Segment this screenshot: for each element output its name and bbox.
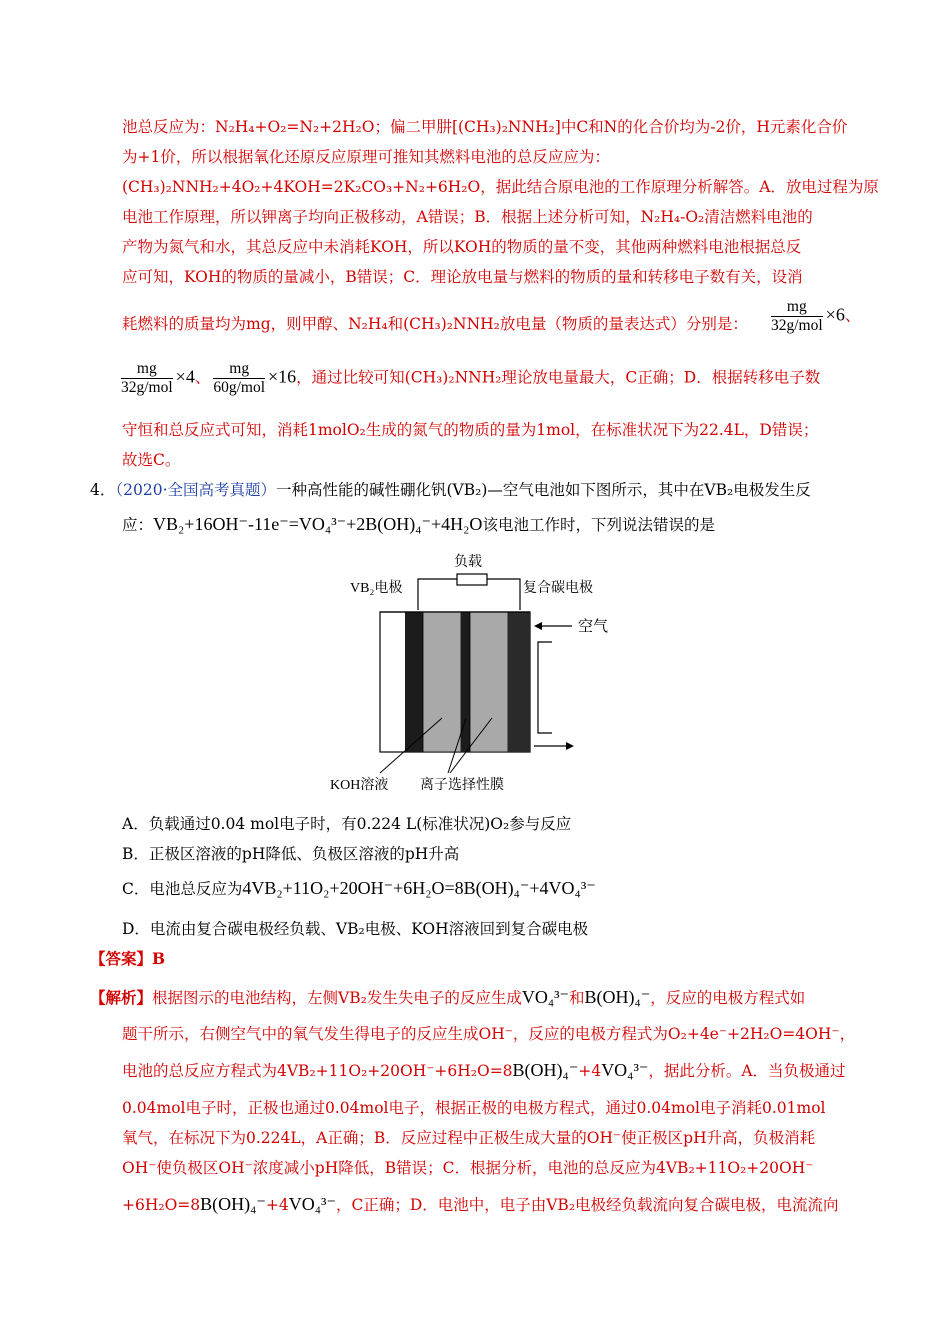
solution-line-10: 故选C。 bbox=[122, 451, 181, 469]
ion-boh4: B(OH)₄⁻ bbox=[512, 1060, 579, 1080]
membrane-label: 离子选择性膜 bbox=[420, 778, 504, 793]
ion-vo4: VO₄³⁻ bbox=[288, 1194, 336, 1214]
solution-line-2: 为+1价，所以根据氧化还原反应原理可推知其燃料电池的总反应应为： bbox=[122, 148, 610, 166]
fraction-numerator: mg bbox=[771, 298, 823, 317]
fraction-multiplier: ×4 bbox=[175, 366, 195, 387]
question-source: （2020·全国高考真题） bbox=[115, 481, 276, 499]
question-stem-prefix: 应： bbox=[122, 516, 154, 534]
analysis-line-5: 氧气，在标况下为0.224L，A正确；B．反应过程中正极生成大量的OH⁻使正极区pH升高，负极消耗 bbox=[122, 1129, 816, 1147]
fraction-row bbox=[118, 360, 820, 397]
analysis-text: 电池的总反应方程式为4VB₂+11O₂+20OH⁻+6H₂O=8 bbox=[122, 1062, 513, 1080]
solution-line-7: 耗燃料的质量均为mg，则甲醇、N₂H₄和(CH₃)₂NNH₂放电量（物质的量表达式）分别是： bbox=[122, 315, 748, 333]
analysis-text: 根据图示的电池结构，左侧VB₂发生失电子的反应生成 bbox=[152, 989, 522, 1007]
option-c[interactable] bbox=[122, 876, 596, 901]
separator: 、 bbox=[194, 368, 211, 387]
analysis-text: ，C正确；D．电池中，电子由VB₂电极经负载流向复合碳电极，电流流向 bbox=[335, 1196, 839, 1214]
analysis-text: +4 bbox=[578, 1062, 602, 1080]
air-channel bbox=[538, 642, 552, 733]
ion-selective-membrane bbox=[461, 612, 470, 752]
analysis-text: 和 bbox=[569, 989, 585, 1007]
analysis-line-4: 0.04mol电子时，正极也通过0.04mol电子，根据正极的电极方程式，通过0.04mol电子消耗0.01mol bbox=[122, 1099, 826, 1117]
analysis-text: +6H₂O=8 bbox=[122, 1196, 201, 1214]
ion-vo4: VO₄³⁻ bbox=[521, 987, 569, 1007]
option-c-label: C．电池总反应为 bbox=[122, 880, 243, 898]
fraction-multiplier: ×6 bbox=[825, 304, 845, 325]
question-4-stem-line-2 bbox=[122, 512, 715, 537]
analysis-line-3 bbox=[122, 1058, 846, 1083]
koh-label: KOH溶液 bbox=[330, 778, 389, 793]
analysis-line-2: 题干所示，右侧空气中的氧气发生得电子的反应生成OH⁻，反应的电极方程式为O₂+4e⁻+2H₂O=4OH⁻， bbox=[122, 1025, 856, 1043]
answer bbox=[90, 947, 165, 971]
analysis-line-1 bbox=[90, 985, 805, 1010]
question-4-stem bbox=[90, 478, 811, 502]
analysis-line-6: OH⁻使负极区OH⁻浓度减小pH降低，B错误；C．根据分析，电池的总反应为4VB₂+11O₂+20OH⁻ bbox=[122, 1159, 814, 1177]
koh-solution-left bbox=[423, 612, 461, 752]
analysis-text: +4 bbox=[265, 1196, 289, 1214]
fraction-numerator: mg bbox=[213, 360, 265, 379]
electrode-equation: VB₂+16OH⁻-11e⁻=VO₄³⁻+2B(OH)₄⁻+4H₂O bbox=[153, 514, 483, 534]
option-a[interactable]: A．负载通过0.04 mol电子时，有0.224 L(标准状况)O₂参与反应 bbox=[122, 815, 572, 833]
fraction-multiplier: ×16 bbox=[268, 366, 297, 387]
answer-label: 【答案】 bbox=[90, 949, 153, 968]
vb2-electrode-label: VB₂电极 bbox=[350, 581, 403, 596]
solution-line-6: 应可知，KOH的物质的量减小，B错误；C．理论放电量与燃料的物质的量和转移电子数有关，设消 bbox=[122, 268, 803, 286]
solution-line-1: 池总反应为：N₂H₄+O₂=N₂+2H₂O；偏二甲肼[(CH₃)₂NNH₂]中C和N的化合价均为-2价，H元素化合价 bbox=[122, 118, 848, 136]
question-number: 4． bbox=[90, 481, 116, 499]
question-stem-line-1: 一种高性能的碱性硼化钒(VB₂)—空气电池如下图所示，其中在VB₂电极发生反 bbox=[276, 481, 811, 499]
fraction-denominator: 32g/mol bbox=[771, 317, 823, 334]
carbon-electrode-label: 复合碳电极 bbox=[523, 581, 593, 596]
fraction-denominator: 60g/mol bbox=[213, 379, 266, 396]
air-label: 空气 bbox=[578, 619, 609, 635]
solution-line-3: (CH₃)₂NNH₂+4O₂+4KOH=2K₂CO₃+N₂+6H₂O，据此结合原电池的工作原理分析解答。A．放电过程为原 bbox=[122, 178, 879, 196]
option-b[interactable]: B．正极区溶液的pH降低、负极区溶液的pH升高 bbox=[122, 845, 460, 863]
vb2-electrode bbox=[405, 612, 423, 752]
option-c-equation: 4VB₂+11O₂+20OH⁻+6H₂O=8B(OH)₄⁻+4VO₄³⁻ bbox=[242, 878, 596, 898]
separator: 、 bbox=[844, 306, 861, 325]
analysis-label: 【解析】 bbox=[90, 988, 153, 1007]
solution-line-8: ，通过比较可知(CH₃)₂NNH₂理论放电量最大，C正确；D．根据转移电子数 bbox=[296, 368, 821, 387]
solution-line-9: 守恒和总反应式可知，消耗1molO₂生成的氮气的物质的量为1mol，在标准状况下为22.4L，D错误； bbox=[122, 421, 819, 439]
battery-diagram bbox=[320, 548, 640, 798]
load-label: 负载 bbox=[454, 555, 482, 570]
answer-value: B bbox=[152, 949, 166, 968]
solution-line-5: 产物为氮气和水，其总反应中未消耗KOH，所以KOH的物质的量不变，其他两种燃料电池根据总反 bbox=[122, 238, 802, 256]
composite-carbon-electrode bbox=[508, 612, 530, 752]
ion-vo4: VO₄³⁻ bbox=[601, 1060, 649, 1080]
koh-solution-right bbox=[470, 612, 508, 752]
ion-boh4: B(OH)₄⁻ bbox=[200, 1194, 266, 1214]
analysis-text: ，反应的电极方程式如 bbox=[650, 989, 806, 1007]
wire-right bbox=[487, 579, 520, 610]
option-d[interactable]: D．电流由复合碳电极经负载、VB₂电极、KOH溶液回到复合碳电极 bbox=[122, 920, 589, 938]
question-stem-suffix: 该电池工作时，下列说法错误的是 bbox=[482, 516, 715, 534]
fraction-numerator: mg bbox=[121, 360, 173, 379]
fraction-methanol bbox=[768, 298, 860, 335]
analysis-text: ，据此分析。A．当负极通过 bbox=[648, 1062, 846, 1080]
ion-boh4: B(OH)₄⁻ bbox=[584, 987, 651, 1007]
solution-line-4: 电池工作原理，所以钾离子均向正极移动，A错误；B．根据上述分析可知，N₂H₄-O₂清洁燃料电池的 bbox=[122, 208, 813, 226]
wire-left bbox=[418, 579, 457, 610]
load-resistor bbox=[457, 574, 487, 585]
fraction-denominator: 32g/mol bbox=[121, 379, 173, 396]
analysis-line-7 bbox=[122, 1192, 839, 1217]
